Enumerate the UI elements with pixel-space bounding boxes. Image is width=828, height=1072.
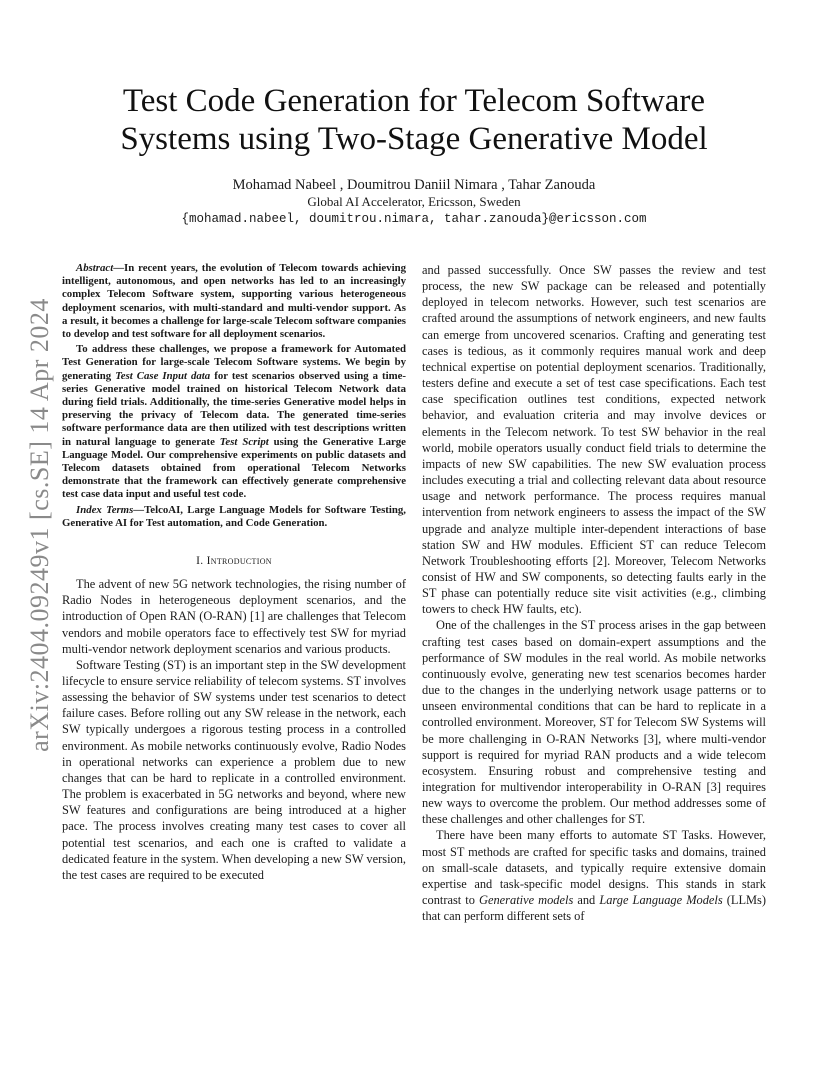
- intro-text-5a: There have been many efforts to automate ST Tasks. However, most ST methods are crafted for specific tasks and domains, trained on small-scale datasets, and typically require extensive domain expertise and task-specific model designs. This stands in stark contrast to: [422, 828, 766, 908]
- abstract-emphasis-test-case-input: Test Case Input data: [115, 369, 211, 382]
- abstract-paragraph-2: [62, 343, 406, 501]
- section-title: Introduction: [206, 555, 272, 568]
- intro-text-5c: (LLMs) that can perform different sets of: [422, 893, 766, 924]
- abstract-text-2c: using the Generative Large Language Model. Our comprehensive experiments on public datasets and Telecom datasets obtained from operational Telecom Networks demonstrate that the framework can effectively generate comprehensive test case data input and useful test code.: [62, 435, 406, 501]
- intro-body-right: [422, 262, 766, 924]
- paper-title-line-1: Test Code Generation for Telecom Software: [122, 83, 706, 119]
- left-column: [62, 262, 406, 883]
- intro-paragraph-5: [422, 827, 766, 924]
- intro-text-5b: and: [573, 893, 600, 908]
- section-heading-introduction: [62, 554, 406, 568]
- abstract-emphasis-test-script: Test Script: [219, 435, 269, 448]
- abstract-block: [62, 262, 406, 530]
- index-terms-label: Index Terms: [76, 503, 134, 516]
- right-column: [422, 262, 766, 924]
- abstract-text-2a: To address these challenges, we propose a framework for Automated Test Generation for large-scale Telecom Software systems. We begin by generating: [62, 343, 406, 382]
- arxiv-identifier-stamp: [20, 290, 60, 760]
- intro-body-left: [62, 576, 406, 883]
- abstract-paragraph-1: [62, 262, 406, 341]
- abstract-text-2b: for test scenarios observed using a time-series Generative model trained on historical Telecom Network data during field trials. Additionally, the time-series Generative model helps in preserving the privacy of Telecom data. The generated time-series software performance data are then utilized with test descriptions written in natural language to generate: [62, 369, 406, 448]
- paper-authors: Mohamad Nabeel , Doumitrou Daniil Nimara , Tahar Zanouda: [232, 177, 596, 193]
- index-terms-text: —TelcoAI, Large Language Models for Software Testing, Generative AI for Test automation, and Code Generation.: [62, 503, 406, 529]
- paper-affiliation: Global AI Accelerator, Ericsson, Sweden: [307, 194, 521, 209]
- paper-title-line-2: Systems using Two-Stage Generative Model: [120, 121, 708, 157]
- abstract-label: Abstract: [76, 262, 114, 274]
- intro-paragraph-1: The advent of new 5G network technologies, the rising number of Radio Nodes in heterogeneous deployment scenarios, and the introduction of Open RAN (O-RAN) [1] are challenges that Telecom vendors and mobile operators face to effectively test SW for myriad multi-vendor network deployment scenarios and various products.: [62, 577, 406, 656]
- intro-emphasis-generative-models: Generative models: [479, 893, 574, 908]
- intro-paragraph-3: and passed successfully. Once SW passes the review and test process, the new SW package can be released and potentially deployed in telecom networks. However, such test scenarios are crafted around the assumptions of network engineers, and new faults can emerge from uncovered scenarios. Crafting and generating test cases is tedious, as it commonly requires manual work and deep technical expertise on potential deployment scenarios. Traditionally, testers define and execute a set of test case specifications. Each test case specification outlines test conditions, expected network behavior, and evaluation criteria and may involve devices or elements in the Telecom network. To test SW behavior in the real world, mobile operators usually conduct field trials to determine the impacts of new SW capabilities. The new SW evaluation process includes executing a trial and collecting relevant data about resource usage and network performance. The process requires manual intervention from network engineers to assess the impact of the SW upgrade and analyze multiple inter-dependent interactions of base station SW and HW modules. Efficient ST can reduce Telecom Network Troubleshooting efforts [2]. Moreover, Telecom Networks consist of HW and SW components, so detecting faults early in the ST phase can potentially reduce site visit activities (e.g., climbing towers to check HW faults, etc).: [422, 263, 766, 617]
- intro-paragraph-2: Software Testing (ST) is an important step in the SW development lifecycle to ensure service reliability of telecom systems. ST involves assessing the behavior of SW systems under test scenarios to detect failure cases. Before rolling out any SW release in the network, each SW typically undergoes a rigorous testing process in a controlled environment. As mobile networks continuously evolve, Radio Nodes in operational networks can experience a problem due to new changes that can be hard to replicate in a controlled environment. The problem is exacerbated in 5G networks and beyond, where new SW features and configurations are being introduced at a higher pace. The process involves creating many test cases to cover all potential test scenarios, and each one is crafted to validate a dedicated feature in the system. When developing a new SW version, the test cases are required to be executed: [62, 657, 406, 882]
- section-number: I.: [196, 555, 204, 568]
- arxiv-identifier-text: arXiv:2404.09249v1 [cs.SE] 14 Apr 2024: [25, 298, 54, 752]
- index-terms: [62, 504, 406, 530]
- paper-title: [60, 82, 768, 158]
- paper-emails: {mohamad.nabeel, doumitrou.nimara, tahar.zanouda}@ericsson.com: [181, 212, 647, 226]
- intro-emphasis-llm: Large Language Models: [599, 893, 723, 908]
- abstract-text-1: —In recent years, the evolution of Telecom towards achieving intelligent, autonomous, and open networks has led to an increasingly complex Telecom Software system, supporting various heterogeneous deployment scenarios, with multi-standard and multi-vendor support. As a result, it becomes a challenge for large-scale Telecom software companies to develop and test software for all deployment scenarios.: [62, 262, 406, 341]
- intro-paragraph-4: One of the challenges in the ST process arises in the gap between crafting test cases based on domain-expert assumptions and the performance of SW modules in the real world. As mobile networks continuously evolve, generating new test scenarios becomes harder due to the changes in the underlying network usage patterns or to unseen environmental conditions that can be hard to replicate in a controlled environment. Moreover, ST for Telecom SW Systems will be more challenging in O-RAN Networks [3], where multi-vendor support is required for myriad RAN products and a wide telecom ecosystem. Ensuring robust and comprehensive testing and integration for multivendor interoperability in O-RAN [3] requires new ways to overcome the problem. Our method addresses some of these challenges and other challenges for ST.: [422, 618, 766, 827]
